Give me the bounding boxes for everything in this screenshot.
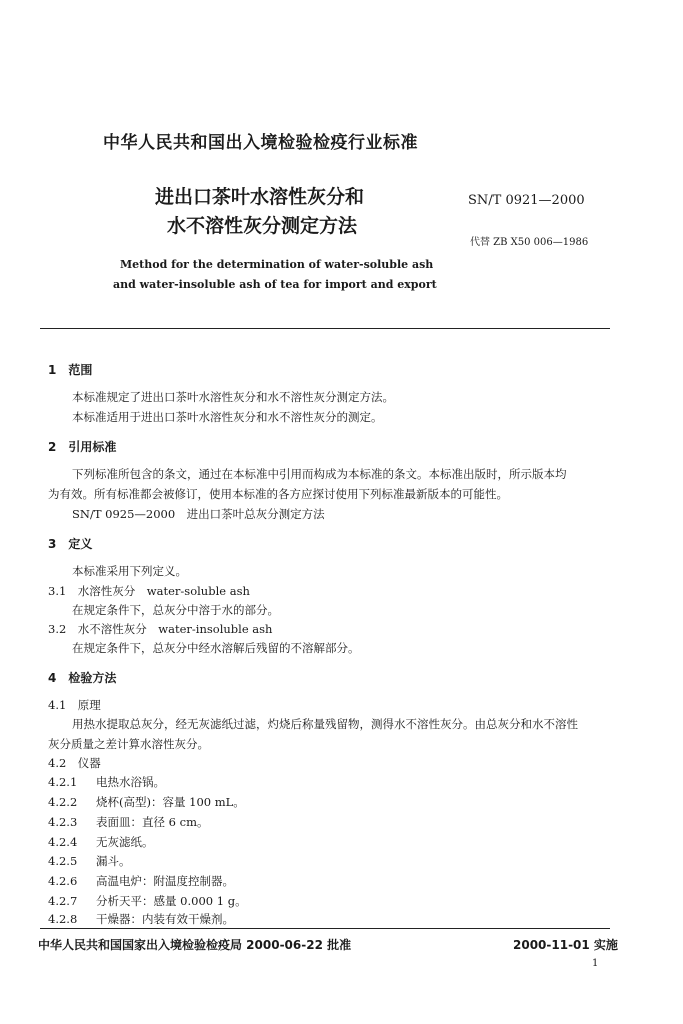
list-item	[48, 834, 154, 850]
footer-divider	[40, 928, 610, 929]
definition-3-2-text: 在规定条件下，总灰分中经水溶解后残留的不溶解部分。	[72, 641, 360, 655]
replaces-standard: 代替 ZB X50 006—1986	[470, 237, 589, 248]
section-4-heading: 4 检验方法	[48, 671, 117, 685]
english-title-line1: Method for the determination of water-soluble ash	[120, 258, 434, 271]
section-1-para1: 本标准规定了进出口茶叶水溶性灰分和水不溶性灰分测定方法。	[72, 390, 394, 404]
section-2-para-line2: 为有效。所有标准都会被修订，使用本标准的各方应探讨使用下列标准最新版本的可能性。	[48, 487, 508, 501]
item-text: 表面皿：直径 6 cm。	[96, 815, 209, 829]
definition-3-1-text: 在规定条件下，总灰分中溶于水的部分。	[72, 603, 279, 617]
standard-number: SN/T 0921—2000	[468, 193, 585, 208]
item-text: 漏斗。	[96, 854, 131, 868]
section-1-heading: 1 范围	[48, 363, 93, 377]
section-3-intro: 本标准采用下列定义。	[72, 564, 187, 578]
list-item	[48, 814, 208, 830]
definition-3-1-title: 3.1 水溶性灰分 water-soluble ash	[48, 584, 250, 598]
item-number: 4.2.1	[48, 775, 78, 789]
clause-4-1-title: 4.1 原理	[48, 698, 101, 712]
effective-date: 2000-11-01 实施	[513, 938, 618, 952]
item-text: 电热水浴锅。	[96, 775, 165, 789]
definition-3-2-title: 3.2 水不溶性灰分 water-insoluble ash	[48, 622, 273, 636]
section-2-para-line1: 下列标准所包含的条文，通过在本标准中引用而构成为本标准的条文。本标准出版时，所示版本均	[72, 467, 567, 481]
item-number: 4.2.6	[48, 874, 78, 888]
item-number: 4.2.3	[48, 815, 78, 829]
item-text: 烧杯(高型)：容量 100 mL。	[96, 795, 245, 809]
item-number: 4.2.8	[48, 912, 78, 926]
clause-4-1-line1: 用热水提取总灰分，经无灰滤纸过滤，灼烧后称量残留物，测得水不溶性灰分。由总灰分和水不溶性	[72, 717, 578, 731]
approval-line: 中华人民共和国国家出入境检验检疫局 2000-06-22 批准	[38, 938, 352, 952]
section-3-heading: 3 定义	[48, 537, 93, 551]
list-item	[48, 873, 234, 889]
section-1-para2: 本标准适用于进出口茶叶水溶性灰分和水不溶性灰分的测定。	[72, 410, 383, 424]
item-text: 分析天平：感量 0.000 1 g。	[96, 894, 247, 908]
list-item	[48, 774, 165, 790]
page-number: 1	[592, 958, 599, 969]
section-2-reference: SN/T 0925—2000 进出口茶叶总灰分测定方法	[72, 507, 325, 521]
issuing-organization: 中华人民共和国出入境检验检疫行业标准	[103, 133, 418, 153]
english-title-line2: and water-insoluble ash of tea for import and export	[113, 278, 437, 291]
item-number: 4.2.4	[48, 835, 78, 849]
document-title-line1: 进出口茶叶水溶性灰分和	[155, 186, 365, 208]
list-item	[48, 911, 234, 927]
item-text: 干燥器：内装有效干燥剂。	[96, 912, 234, 926]
list-item	[48, 853, 131, 869]
item-number: 4.2.7	[48, 894, 78, 908]
header-divider	[40, 328, 610, 329]
item-text: 无灰滤纸。	[96, 835, 154, 849]
section-2-heading: 2 引用标准	[48, 440, 117, 454]
item-number: 4.2.2	[48, 795, 78, 809]
item-number: 4.2.5	[48, 854, 78, 868]
clause-4-2-title: 4.2 仪器	[48, 756, 101, 770]
list-item	[48, 893, 247, 909]
document-title-line2: 水不溶性灰分测定方法	[167, 215, 358, 237]
clause-4-1-line2: 灰分质量之差计算水溶性灰分。	[48, 737, 209, 751]
list-item	[48, 794, 245, 810]
item-text: 高温电炉：附温度控制器。	[96, 874, 234, 888]
